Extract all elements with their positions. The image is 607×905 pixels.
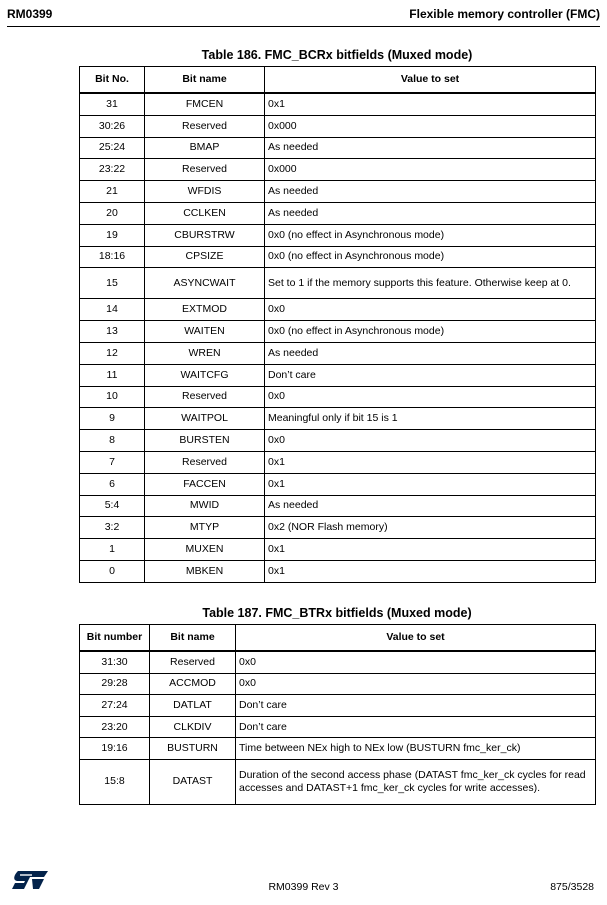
bit-name-cell: MWID: [145, 495, 265, 517]
bit-number-cell: 19:16: [80, 738, 150, 760]
bit-name-cell: Reserved: [145, 386, 265, 408]
bit-number-cell: 9: [80, 408, 145, 430]
value-cell: 0x1: [265, 93, 596, 115]
bit-number-cell: 31:30: [80, 651, 150, 673]
value-cell: 0x0: [236, 673, 596, 695]
bit-name-cell: FMCEN: [145, 93, 265, 115]
bit-number-cell: 0: [80, 560, 145, 582]
doc-id: RM0399: [7, 7, 53, 21]
value-cell: 0x2 (NOR Flash memory): [265, 517, 596, 539]
revision-label: RM0399 Rev 3: [268, 881, 339, 893]
value-cell: As needed: [265, 202, 596, 224]
value-cell: 0x0 (no effect in Asynchronous mode): [265, 224, 596, 246]
value-cell: Don’t care: [265, 364, 596, 386]
bit-number-cell: 30:26: [80, 115, 145, 137]
bit-name-cell: DATAST: [150, 759, 236, 804]
table-row: [80, 115, 596, 137]
value-cell: 0x0: [265, 299, 596, 321]
bit-number-cell: 5:4: [80, 495, 145, 517]
value-cell: Meaningful only if bit 15 is 1: [265, 408, 596, 430]
bit-number-cell: 29:28: [80, 673, 150, 695]
table-row: [80, 495, 596, 517]
bit-name-cell: FACCEN: [145, 473, 265, 495]
bit-name-cell: Reserved: [150, 651, 236, 673]
table-row: [80, 539, 596, 561]
table1-caption: Table 186. FMC_BCRx bitfields (Muxed mode): [201, 48, 473, 62]
bit-number-cell: 23:22: [80, 159, 145, 181]
bit-number-cell: 6: [80, 473, 145, 495]
bit-name-cell: WREN: [145, 342, 265, 364]
table-row: [80, 181, 596, 203]
bit-name-cell: BMAP: [145, 137, 265, 159]
bit-number-cell: 18:16: [80, 246, 145, 268]
column-header: Bit number: [80, 625, 150, 652]
bit-name-cell: BURSTEN: [145, 430, 265, 452]
bit-number-cell: 15:8: [80, 759, 150, 804]
value-cell: 0x1: [265, 560, 596, 582]
table-row: [80, 517, 596, 539]
value-cell: 0x0 (no effect in Asynchronous mode): [265, 246, 596, 268]
bit-number-cell: 11: [80, 364, 145, 386]
table-row: [80, 759, 596, 804]
bit-name-cell: MBKEN: [145, 560, 265, 582]
value-cell: 0x000: [265, 159, 596, 181]
value-cell: Don’t care: [236, 716, 596, 738]
table-row: [80, 695, 596, 717]
table-row: [80, 224, 596, 246]
value-cell: Duration of the second access phase (DATAST fmc_ker_ck cycles for read accesses and DATAST+1 fmc_ker_ck cycles for write accesses).: [236, 759, 596, 804]
table-row: [80, 202, 596, 224]
value-cell: 0x0: [236, 651, 596, 673]
table-row: [80, 159, 596, 181]
bit-name-cell: Reserved: [145, 451, 265, 473]
bit-number-cell: 25:24: [80, 137, 145, 159]
table-row: [80, 137, 596, 159]
table-row: [80, 430, 596, 452]
bit-name-cell: CPSIZE: [145, 246, 265, 268]
bit-name-cell: DATLAT: [150, 695, 236, 717]
bit-number-cell: 23:20: [80, 716, 150, 738]
bit-number-cell: 13: [80, 321, 145, 343]
bit-number-cell: 14: [80, 299, 145, 321]
bit-number-cell: 8: [80, 430, 145, 452]
table-row: [80, 342, 596, 364]
bit-number-cell: 21: [80, 181, 145, 203]
table-header-row: [80, 625, 596, 652]
bit-number-cell: 20: [80, 202, 145, 224]
table-row: [80, 93, 596, 115]
value-cell: As needed: [265, 137, 596, 159]
bit-name-cell: WAITEN: [145, 321, 265, 343]
value-cell: 0x0: [265, 386, 596, 408]
table-row: [80, 651, 596, 673]
table-header-row: [80, 67, 596, 94]
column-header: Bit name: [150, 625, 236, 652]
bit-number-cell: 19: [80, 224, 145, 246]
table-row: [80, 321, 596, 343]
table-row: [80, 451, 596, 473]
bit-name-cell: CBURSTRW: [145, 224, 265, 246]
bit-name-cell: WFDIS: [145, 181, 265, 203]
bit-number-cell: 31: [80, 93, 145, 115]
bit-number-cell: 7: [80, 451, 145, 473]
table-row: [80, 299, 596, 321]
bit-name-cell: BUSTURN: [150, 738, 236, 760]
bit-number-cell: 10: [80, 386, 145, 408]
bit-name-cell: CCLKEN: [145, 202, 265, 224]
page-number: 875/3528: [550, 881, 594, 893]
bit-name-cell: MTYP: [145, 517, 265, 539]
table-row: [80, 673, 596, 695]
page-footer: [0, 876, 607, 896]
column-header: Bit No.: [80, 67, 145, 94]
bit-number-cell: 15: [80, 268, 145, 299]
bit-name-cell: WAITPOL: [145, 408, 265, 430]
value-cell: Set to 1 if the memory supports this feature. Otherwise keep at 0.: [265, 268, 596, 299]
bcr-bitfields-table: [79, 66, 596, 583]
bit-name-cell: EXTMOD: [145, 299, 265, 321]
section-title: Flexible memory controller (FMC): [409, 7, 600, 21]
table-row: [80, 716, 596, 738]
table-row: [80, 738, 596, 760]
value-cell: As needed: [265, 495, 596, 517]
table-row: [80, 560, 596, 582]
bit-name-cell: Reserved: [145, 115, 265, 137]
value-cell: As needed: [265, 181, 596, 203]
table-row: [80, 364, 596, 386]
value-cell: 0x1: [265, 539, 596, 561]
value-cell: 0x000: [265, 115, 596, 137]
bit-number-cell: 1: [80, 539, 145, 561]
bit-number-cell: 12: [80, 342, 145, 364]
table-row: [80, 408, 596, 430]
bit-name-cell: WAITCFG: [145, 364, 265, 386]
bit-name-cell: ASYNCWAIT: [145, 268, 265, 299]
table-row: [80, 386, 596, 408]
column-header: Bit name: [145, 67, 265, 94]
page-header: [7, 4, 600, 27]
value-cell: As needed: [265, 342, 596, 364]
bit-name-cell: CLKDIV: [150, 716, 236, 738]
column-header: Value to set: [236, 625, 596, 652]
column-header: Value to set: [265, 67, 596, 94]
btr-bitfields-table: [79, 624, 596, 805]
value-cell: Don’t care: [236, 695, 596, 717]
bit-number-cell: 3:2: [80, 517, 145, 539]
bit-name-cell: ACCMOD: [150, 673, 236, 695]
bit-name-cell: Reserved: [145, 159, 265, 181]
table2-caption: Table 187. FMC_BTRx bitfields (Muxed mode): [202, 606, 472, 620]
table-row: [80, 268, 596, 299]
table-row: [80, 246, 596, 268]
value-cell: 0x1: [265, 451, 596, 473]
value-cell: 0x0: [265, 430, 596, 452]
value-cell: 0x1: [265, 473, 596, 495]
value-cell: Time between NEx high to NEx low (BUSTURN fmc_ker_ck): [236, 738, 596, 760]
table-row: [80, 473, 596, 495]
value-cell: 0x0 (no effect in Asynchronous mode): [265, 321, 596, 343]
bit-number-cell: 27:24: [80, 695, 150, 717]
bit-name-cell: MUXEN: [145, 539, 265, 561]
